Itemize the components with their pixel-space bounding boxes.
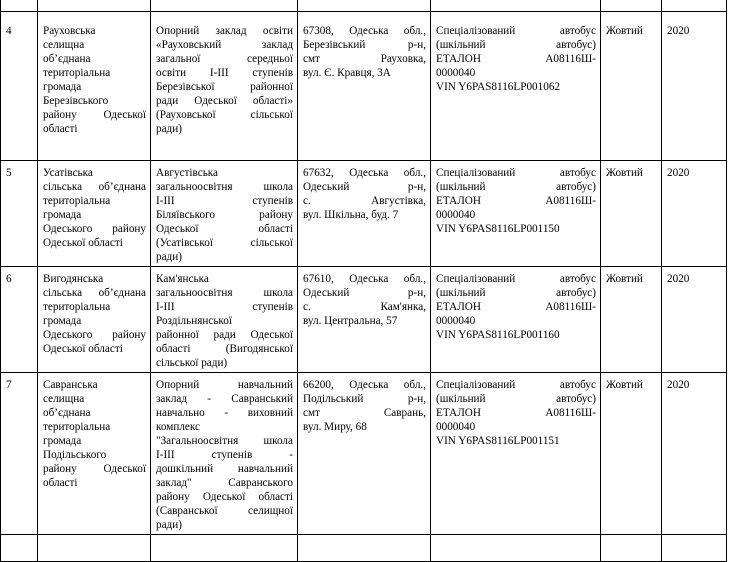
cell-text-line: громада <box>43 435 82 447</box>
cell-text-line: с. Августівка, <box>303 195 426 207</box>
cell-text-line: 67610, Одеська обл., <box>303 273 426 285</box>
address-cell <box>298 267 431 373</box>
cell-text-line: Одеський р-н, <box>303 181 426 193</box>
cell-text-line: Кам'янська <box>156 273 209 285</box>
community-cell <box>38 267 151 373</box>
cell-text-line: 66200, Одеська обл., <box>303 379 426 391</box>
community-cell <box>38 12 151 161</box>
cell-text-line: Рауховська <box>43 25 96 37</box>
vehicle-cell <box>431 373 601 535</box>
table-row <box>1 12 727 161</box>
cell-text-line: ЕТАЛОН А08116Ш- <box>436 407 596 419</box>
address-cell <box>298 161 431 267</box>
year-cell <box>662 161 727 267</box>
cell-text-line: 0000040 <box>436 209 476 221</box>
cell-text-line: ЕТАЛОН А08116Ш- <box>436 195 596 207</box>
cell-text-line: об’єднана <box>43 53 91 65</box>
cell-text-line: громада <box>43 315 82 327</box>
year-cell <box>662 12 727 161</box>
cell-text-line: територіальна <box>43 301 111 313</box>
year-value: 2020 <box>667 167 690 179</box>
cell-text-line: Одеського району <box>43 223 146 235</box>
cell-text-line: смт Саврань, <box>303 407 426 419</box>
cell-text-line: районної ради Одеської <box>156 329 293 341</box>
cell-text-line: району Одеської <box>43 463 146 475</box>
cell-text-line: Одеської області <box>43 237 123 249</box>
cell <box>38 535 151 562</box>
cell-text-line: (Рауховської сільської <box>156 109 293 121</box>
cell-text-line: (шкільний автобус) <box>436 393 596 405</box>
cell-text-line: (Савранської селищної <box>156 505 293 517</box>
cell-text-line: VIN Y6PAS8116LP001150 <box>436 223 560 235</box>
cell-text-line: Подільський р-н, <box>303 393 426 405</box>
color-cell <box>601 267 662 373</box>
cell-text-line: смт Рауховка, <box>303 53 426 65</box>
cell-text-line: Роздільнянської <box>156 315 232 327</box>
cell <box>298 0 431 12</box>
institution-cell <box>151 161 298 267</box>
cell-text-line: 67308, Одеська обл., <box>303 25 426 37</box>
cell-text-line: вул. Центральна, 57 <box>303 315 398 327</box>
cell-text-line: загальної середньої <box>156 53 293 65</box>
cell-text-line: Березівської районної <box>156 81 293 93</box>
community-cell <box>38 373 151 535</box>
cell-text-line: ради) <box>156 519 182 531</box>
cell <box>431 0 601 12</box>
cell-text-line: Опорний заклад освіти <box>156 25 293 37</box>
cell-text-line: загальноосвітня школа <box>156 181 293 193</box>
vehicle-cell <box>431 12 601 161</box>
cell-text-line: ради) <box>156 251 182 263</box>
row-number: 6 <box>6 273 12 285</box>
row-number-cell <box>1 267 38 373</box>
cell-text-line: територіальна <box>43 195 111 207</box>
cell-text-line: 0000040 <box>436 421 476 433</box>
institution-cell <box>151 267 298 373</box>
color-value: Жовтий <box>606 25 643 37</box>
institution-cell <box>151 12 298 161</box>
cell <box>298 535 431 562</box>
year-value: 2020 <box>667 25 690 37</box>
row-number: 5 <box>6 167 12 179</box>
cell-text-line: 0000040 <box>436 67 476 79</box>
cell-text-line: 0000040 <box>436 315 476 327</box>
row-number-cell <box>1 161 38 267</box>
row-number: 4 <box>6 25 12 37</box>
color-cell <box>601 161 662 267</box>
institution-cell <box>151 373 298 535</box>
vehicle-cell <box>431 161 601 267</box>
color-value: Жовтий <box>606 379 643 391</box>
cell-text-line: селищна <box>43 39 85 51</box>
cell-text-line: району Одеської <box>43 109 146 121</box>
address-cell <box>298 373 431 535</box>
cell-text-line: Подільського <box>43 449 107 461</box>
cell-text-line: Августівська <box>156 167 219 179</box>
year-cell <box>662 373 727 535</box>
cell <box>151 535 298 562</box>
community-cell <box>38 161 151 267</box>
cell-text-line: (шкільний автобус) <box>436 181 596 193</box>
color-cell <box>601 12 662 161</box>
cell <box>662 0 727 12</box>
cell-text-line: заклад" Савранського <box>156 477 293 489</box>
cell-text-line: територіальна <box>43 67 111 79</box>
year-value: 2020 <box>667 273 690 285</box>
cell-text-line: ради Одеської області» <box>156 95 293 107</box>
cell-text-line: Савранська <box>43 379 98 391</box>
cell-text-line: І-ІІІ ступенів - <box>156 449 293 461</box>
cell-text-line: сільська об’єднана <box>43 181 146 193</box>
cell-text-line: ЕТАЛОН А08116Ш- <box>436 53 596 65</box>
cell-text-line: VIN Y6PAS8116LP001062 <box>436 81 561 93</box>
cell-text-line: Спеціалізований автобус <box>436 167 596 179</box>
cell-text-line: Одеської області <box>43 343 123 355</box>
cell-text-line: ЕТАЛОН А08116Ш- <box>436 301 596 313</box>
cell-text-line: області (Вигодянської <box>156 343 293 355</box>
address-cell <box>298 12 431 161</box>
cell-text-line: Одеський р-н, <box>303 287 426 299</box>
cell-text-line: Березівського <box>43 95 109 107</box>
cell-text-line: району Одеської області <box>156 491 293 503</box>
cell-text-line: Березівський р-н, <box>303 39 426 51</box>
cell-text-line: області <box>43 477 78 489</box>
cell-text-line: Біляївського району <box>156 209 293 221</box>
cell-text-line: І-ІІІ ступенів <box>156 195 293 207</box>
row-number-cell <box>1 373 38 535</box>
year-value: 2020 <box>667 379 690 391</box>
table-row <box>1 373 727 535</box>
cell-text-line: 67632, Одеська обл., <box>303 167 426 179</box>
cell-text-line: вул. Шкільна, буд. 7 <box>303 209 399 221</box>
cell-text-line: загальноосвітня школа <box>156 287 293 299</box>
row-number-cell <box>1 12 38 161</box>
cell-text-line: заклад - Савранський <box>156 393 293 405</box>
table-row-previous <box>1 0 727 12</box>
cell-text-line: освіти І-ІІІ ступенів <box>156 67 293 79</box>
cell <box>1 535 38 562</box>
cell-text-line: територіальна <box>43 421 111 433</box>
cell-text-line: Опорний навчальний <box>156 379 293 391</box>
color-value: Жовтий <box>606 273 643 285</box>
cell-text-line: Усатівська <box>43 167 93 179</box>
vehicle-cell <box>431 267 601 373</box>
cell-text-line: Вигодянська <box>43 273 104 285</box>
cell-text-line: VIN Y6PAS8116LP001160 <box>436 329 560 341</box>
cell-text-line: І-ІІІ ступенів <box>156 301 293 313</box>
cell <box>601 0 662 12</box>
year-cell <box>662 267 727 373</box>
cell-text-line: ради) <box>156 123 182 135</box>
color-value: Жовтий <box>606 167 643 179</box>
table-row <box>1 267 727 373</box>
cell-text-line: Спеціалізований автобус <box>436 25 596 37</box>
cell-text-line: громада <box>43 209 82 221</box>
cell-text-line: VIN Y6PAS8116LP001151 <box>436 435 560 447</box>
cell-text-line: навчально - виховний <box>156 407 293 419</box>
cell-text-line: сільської ради) <box>156 357 228 369</box>
color-cell <box>601 373 662 535</box>
cell <box>662 535 727 562</box>
cell-text-line: «Рауховський заклад <box>156 39 293 51</box>
cell-text-line: об’єднана <box>43 407 91 419</box>
cell-text-line: Одеського району <box>43 329 146 341</box>
cell-text-line: (Усатівської сільської <box>156 237 293 249</box>
cell <box>601 535 662 562</box>
cell-text-line: Одеської області <box>156 223 293 235</box>
cell-text-line: "Загальноосвітня школа <box>156 435 293 447</box>
cell-text-line: Спеціалізований автобус <box>436 379 596 391</box>
cell-text-line: громада <box>43 81 82 93</box>
row-number: 7 <box>6 379 12 391</box>
cell-text-line: селищна <box>43 393 85 405</box>
cell-text-line: сільська об’єднана <box>43 287 146 299</box>
table-row-next <box>1 535 727 562</box>
cell-text-line: с. Кам'янка, <box>303 301 426 313</box>
cell-text-line: вул. Є. Кравця, 3А <box>303 67 391 79</box>
cell-text-line: Спеціалізований автобус <box>436 273 596 285</box>
table-row <box>1 161 727 267</box>
cell-text-line: вул. Миру, 68 <box>303 421 367 433</box>
cell <box>1 0 38 12</box>
cell-text-line: дошкільний навчальний <box>156 463 293 475</box>
cell-text-line: (шкільний автобус) <box>436 39 596 51</box>
cell <box>431 535 601 562</box>
cell-text-line: області <box>43 123 78 135</box>
cell <box>151 0 298 12</box>
cell-text-line: (шкільний автобус) <box>436 287 596 299</box>
cell-text-line: комплекс <box>156 421 200 433</box>
cell <box>38 0 151 12</box>
